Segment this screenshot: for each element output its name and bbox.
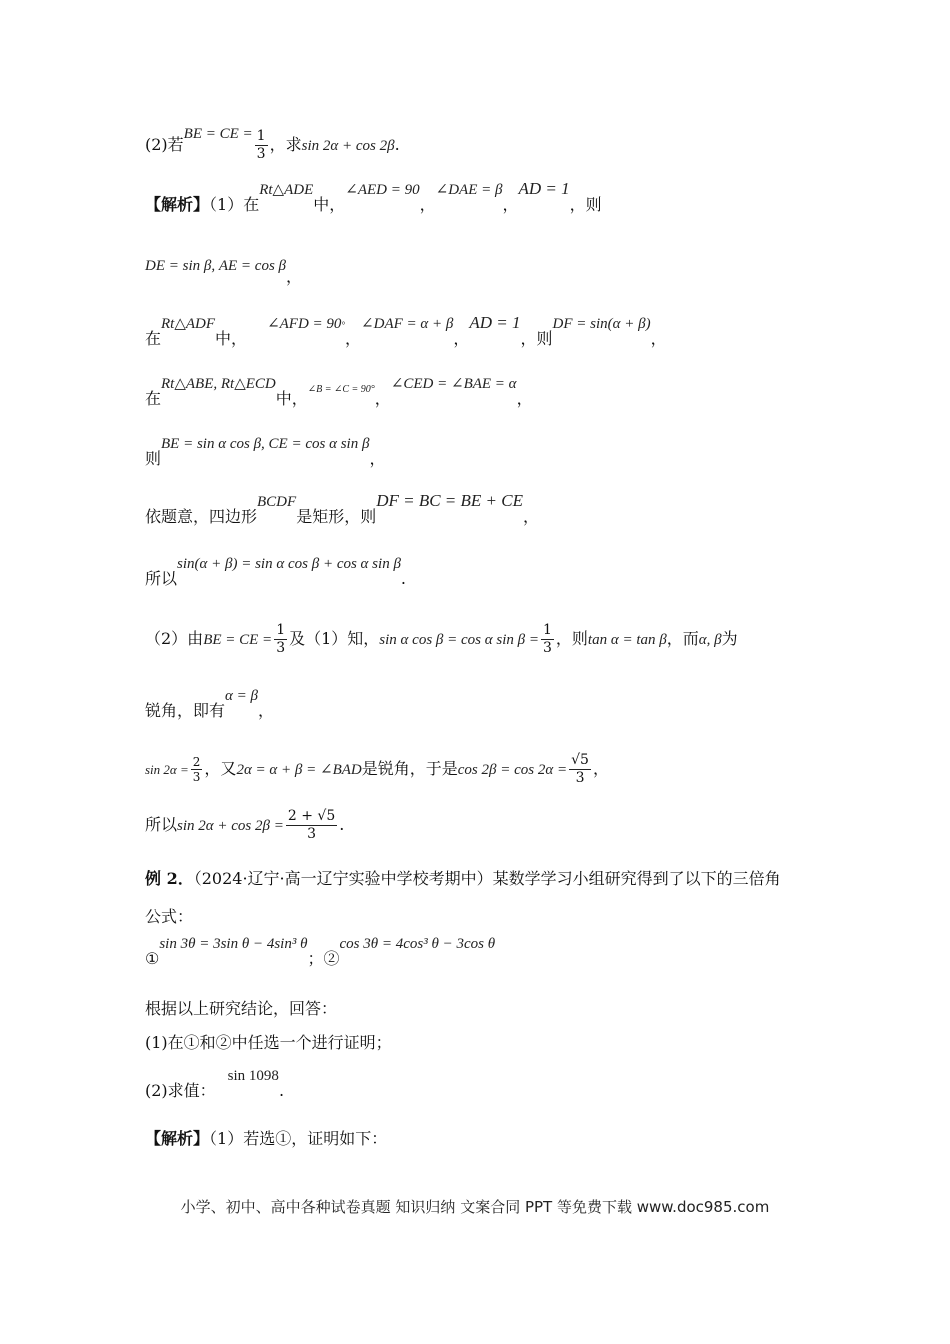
product-equation: sin α cos β = cos α sin β = xyxy=(379,632,539,648)
angle-daf: ∠DAF = α + β xyxy=(361,316,454,332)
ad-equals-1-b: AD = 1 xyxy=(469,313,521,332)
question-intro: 根据以上研究结论，回答： xyxy=(145,999,338,1018)
triangle-adf: Rt△ADF xyxy=(161,316,216,332)
solution1-line4: 在Rt△ABE, Rt△ECD中，$^{\angle B = \angle C = 90^\circ}$，∠CED = ∠BAE = α， xyxy=(145,376,533,408)
formula-sin3theta: sin 3θ = 3sin θ − 4sin³ θ xyxy=(159,936,308,952)
question-mid: ，求 xyxy=(269,135,302,154)
df-bc-expr: DF = BC = BE + CE xyxy=(376,491,523,510)
formula-cos3theta: cos 3θ = 4cos³ θ − 3cos θ xyxy=(339,936,496,952)
solution1-line3: 在Rt△ADF中，∠AFD = 90°，∠DAF = α + β，AD = 1，则DF = sin(α + β)， xyxy=(145,313,667,348)
fraction-two-thirds: $\frac{2}{3}$ xyxy=(192,755,201,784)
triangle-ade: Rt△ADE xyxy=(259,182,314,198)
question-fraction: $\frac{1}{3}$ xyxy=(256,128,266,162)
solution1-line7: 所以sin(α + β) = sin α cos β + cos α sin β. xyxy=(145,556,407,588)
solution1-line2: DE = sin β, AE = cos β， xyxy=(145,258,303,286)
angle-afd: ∠AFD = 90 xyxy=(267,316,342,332)
question-2: (2)求值：sin 1098. xyxy=(145,1068,285,1100)
example-label: 例 2． xyxy=(145,869,194,888)
solution1-line6: 依题意，四边形BCDF是矩形，则DF = BC = BE + CE， xyxy=(145,491,540,526)
example2-intro-cont: 公式： xyxy=(145,907,194,926)
solution-label: 【解析】 xyxy=(145,195,210,214)
angle-dae: ∠DAE = β xyxy=(435,182,503,198)
fraction-sqrt5-3: $\frac{√5}{3}$ xyxy=(571,752,589,786)
be-ce-expr: BE = sin α cos β, CE = cos α sin β xyxy=(161,436,370,452)
angle-ced: ∠CED = ∠BAE = α xyxy=(390,376,517,392)
fraction-one-third: $\frac{1}{3}$ xyxy=(276,622,286,656)
sin-2alpha: sin 2α = xyxy=(145,762,189,777)
solution1-line1: 【解析】（1）在Rt△ADE中，∠AED = 90，∠DAE = β，AD = 1，则 xyxy=(145,179,602,214)
page-footer: 小学、初中、高中各种试卷真题 知识归纳 文案合同 PPT 等免费下载 www.doc985.com xyxy=(180,1198,770,1216)
fraction-final: $\frac{2 + √5}{3}$ xyxy=(287,808,336,842)
solution2-line1: （2）由BE = CE = $\frac{1}{3}$ 及（1）知，sin α cos β = cos α sin β = $\frac{1}{3}$ ，则tan α = tan β，而α, β为 xyxy=(145,622,738,656)
triangles-abe-ecd: Rt△ABE, Rt△ECD xyxy=(161,376,276,392)
question-condition: BE = CE = xyxy=(183,126,253,142)
solution2-line4: 所以sin 2α + cos 2β = $\frac{2 + √5}{3}$ . xyxy=(145,808,345,842)
alpha-equals-beta: α = β xyxy=(225,688,258,704)
question-1: (1)在①和②中任选一个进行证明； xyxy=(145,1033,392,1052)
cos-2beta: cos 2β = cos 2α = xyxy=(457,762,568,778)
df-expr: DF = sin(α + β) xyxy=(552,316,651,332)
question-target: sin 2α + cos 2β xyxy=(301,138,395,154)
example2-intro: 例 2．（2024·辽宁·高一辽宁实验中学校考期中）某数学学习小组研究得到了以下的三倍角 xyxy=(145,869,781,888)
sum-formula: sin(α + β) = sin α cos β + cos α sin β xyxy=(177,556,401,572)
de-ae-expr: DE = sin β, AE = cos β xyxy=(145,258,287,274)
part2-question: (2)若BE = CE = $\frac{1}{3}$ ，求sin 2α + cos 2β. xyxy=(145,126,400,162)
tan-equation: tan α = tan β xyxy=(587,632,667,648)
solution2-line3: sin 2α = $\frac{2}{3}$ ，又2α = α + β = ∠BAD是锐角，于是cos 2β = cos 2α = $\frac{√5}{3}$ ， xyxy=(145,752,609,786)
triple-angle-formulas: ①sin 3θ = 3sin θ − 4sin³ θ；②cos 3θ = 4cos³ θ − 3cos θ xyxy=(145,936,496,968)
question-prefix: (2)若 xyxy=(145,135,184,154)
example2-solution: 【解析】（1）若选①，证明如下： xyxy=(145,1129,388,1148)
ad-equals-1: AD = 1 xyxy=(518,179,570,198)
angle-aed: ∠AED = 90 xyxy=(345,182,420,198)
solution-label-2: 【解析】 xyxy=(145,1129,210,1148)
fraction-one-third-b: $\frac{1}{3}$ xyxy=(542,622,552,656)
solution2-line2: 锐角，即有α = β， xyxy=(145,688,274,720)
solution1-line5: 则BE = sin α cos β, CE = cos α sin β， xyxy=(145,436,386,468)
angles-b-c: ∠B = ∠C = 90° xyxy=(307,384,375,395)
angle-bad-equation: 2α = α + β = ∠BAD xyxy=(236,762,362,778)
alpha-beta: α, β xyxy=(698,632,722,648)
final-expression: sin 2α + cos 2β = xyxy=(177,818,284,834)
sin-1098: sin 1098 xyxy=(227,1068,279,1084)
quad-bcdf: BCDF xyxy=(257,494,297,510)
